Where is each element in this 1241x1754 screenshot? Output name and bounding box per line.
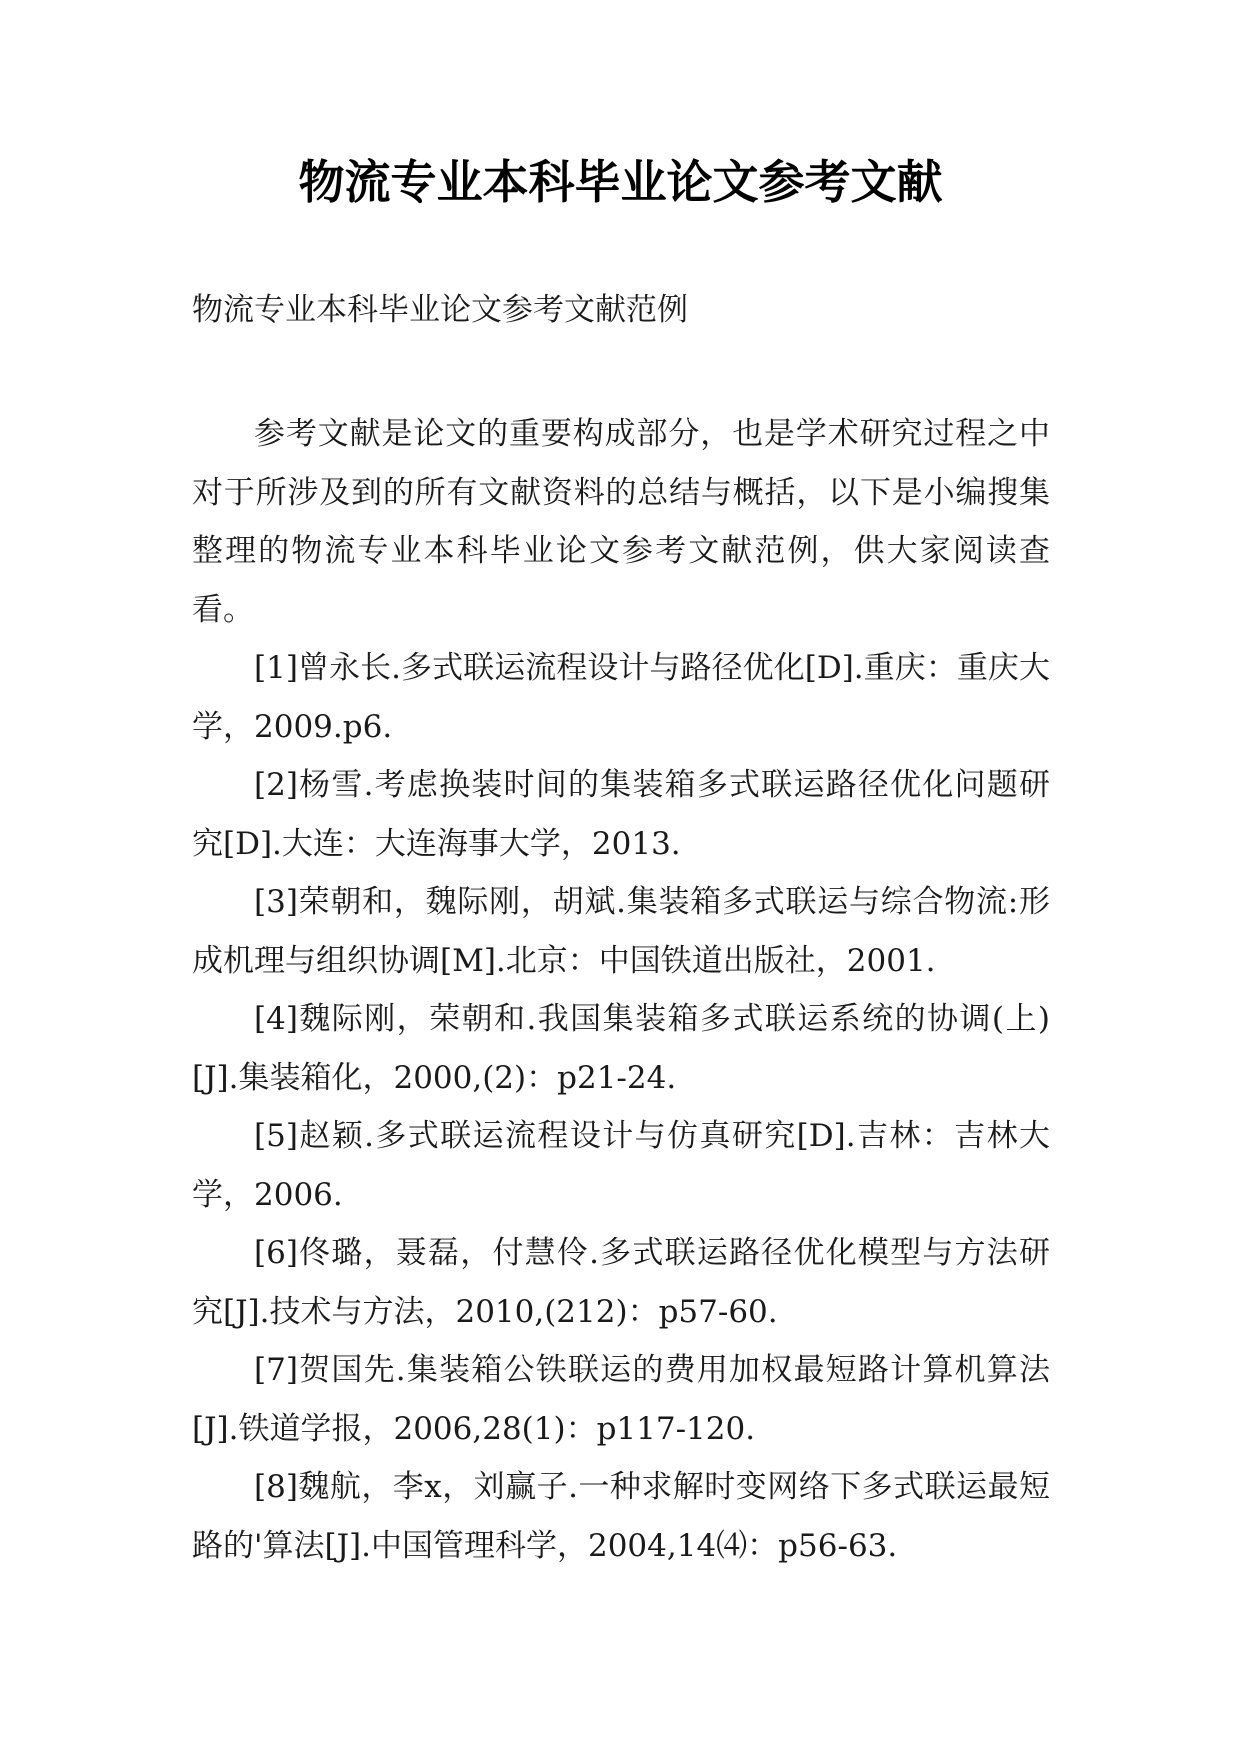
intro-paragraph: 参考文献是论文的重要构成部分，也是学术研究过程之中对于所涉及到的所有文献资料的总结与概括，以下是小编搜集整理的物流专业本科毕业论文参考文献范例，供大家阅读查看。 [192,416,1050,628]
document-body [192,405,1050,1575]
reference-item: [2]杨雪.考虑换装时间的集装箱多式联运路径优化问题研究[D].大连：大连海事大学，2013. [192,767,1050,862]
reference-item: [1]曾永长.多式联运流程设计与路径优化[D].重庆：重庆大学，2009.p6. [192,650,1050,745]
reference-item: [8]魏航，李x，刘赢子.一种求解时变网络下多式联运最短路的'算法[J].中国管理科学，2004,14⑷：p56-63. [192,1469,1050,1564]
document-title: 物流专业本科毕业论文参考文献 [298,155,943,209]
reference-item: [7]贺国先.集装箱公铁联运的费用加权最短路计算机算法[J].铁道学报，2006,28(1)：p117-120. [192,1352,1050,1447]
reference-item: [6]佟璐，聂磊，付慧伶.多式联运路径优化模型与方法研究[J].技术与方法，2010,(212)：p57-60. [192,1235,1050,1330]
document-subtitle: 物流专业本科毕业论文参考文献范例 [192,292,688,328]
reference-item: [3]荣朝和，魏际刚，胡斌.集装箱多式联运与综合物流:形成机理与组织协调[M].北京：中国铁道出版社，2001. [192,884,1050,979]
reference-item: [4]魏际刚，荣朝和.我国集装箱多式联运系统的协调(上)[J].集装箱化，2000,(2)：p21-24. [192,1001,1050,1096]
reference-item: [5]赵颖.多式联运流程设计与仿真研究[D].吉林：吉林大学，2006. [192,1118,1050,1213]
